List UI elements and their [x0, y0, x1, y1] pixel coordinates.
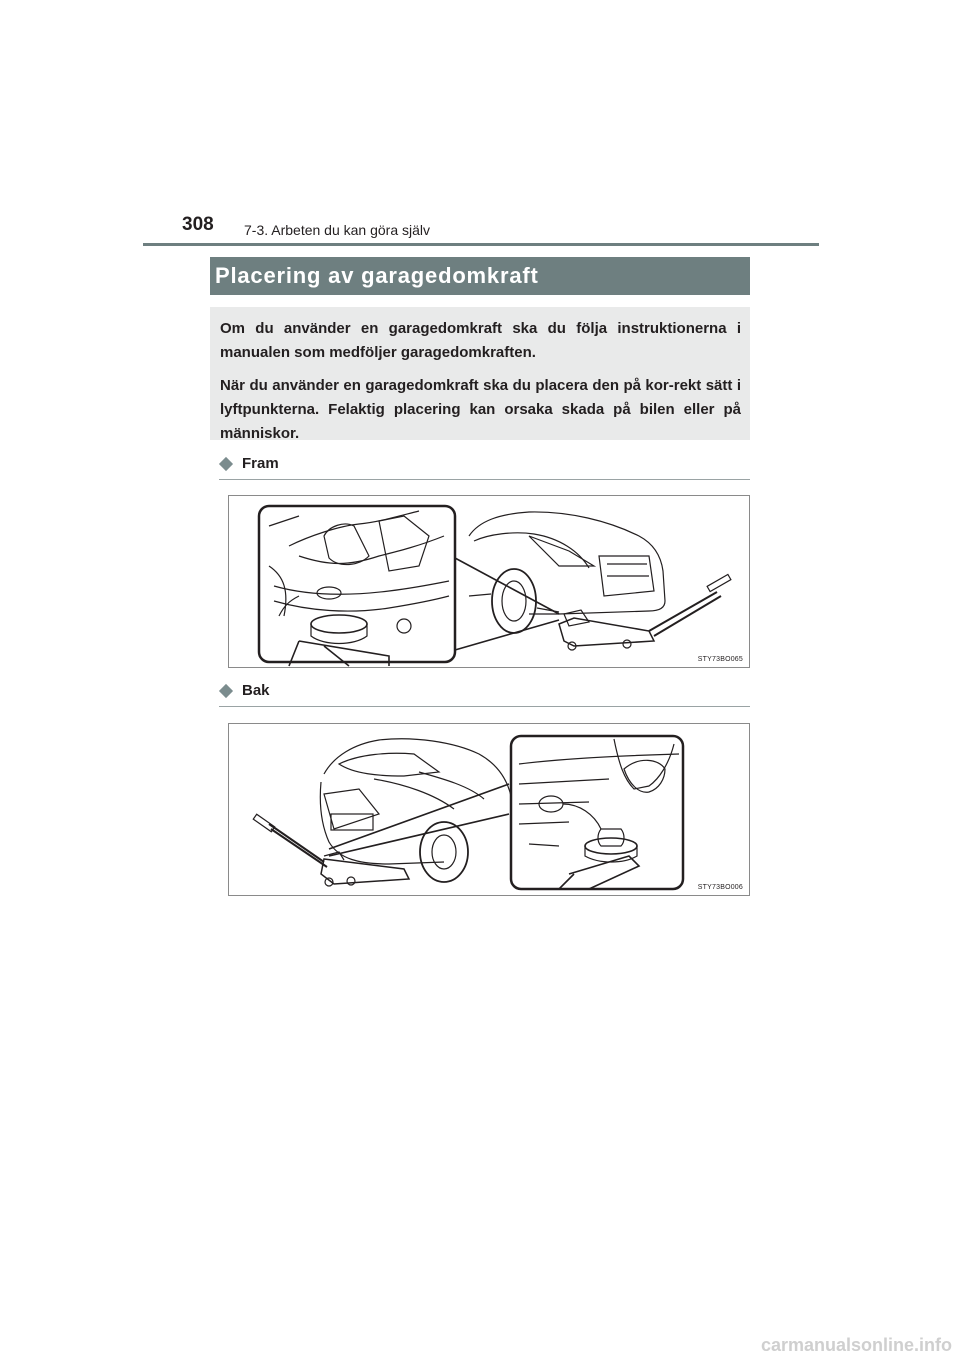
underbody-detail	[269, 511, 444, 564]
page-title: Placering av garagedomkraft	[215, 263, 539, 288]
subheading-bak	[219, 683, 750, 707]
car-outline	[469, 512, 665, 614]
subheading-label: Bak	[242, 682, 270, 699]
front-jack-illustration	[229, 496, 749, 667]
page-number: 308	[182, 214, 214, 235]
title-bar	[210, 257, 750, 295]
front-inset-frame	[259, 506, 455, 662]
figure-code: STY73BO006	[697, 884, 743, 891]
intro-paragraph-1: Om du använder en garagedomkraft ska du följa instruktionerna i manualen som medföljer garagedomkraften.	[220, 320, 741, 361]
intro-paragraph-2: När du använder en garagedomkraft ska du placera den på kor-rekt sätt i lyftpunkterna. Felaktig placering kan orsaka skada på bilen eller på människor.	[220, 377, 741, 442]
diamond-icon	[219, 684, 233, 698]
rear-jack-illustration	[229, 724, 749, 895]
callout-line	[455, 558, 559, 614]
section-title: 7-3. Arbeten du kan göra själv	[244, 222, 431, 238]
jack-handle	[649, 592, 717, 631]
figure-code: STY73BO065	[697, 656, 743, 663]
callout-line	[455, 620, 559, 650]
subheading-fram	[219, 456, 750, 480]
intro-box	[210, 307, 750, 440]
watermark: carmanualsonline.info	[760, 1335, 952, 1355]
figure-front-jack	[228, 495, 750, 668]
figure-rear-jack	[228, 723, 750, 896]
diamond-icon	[219, 457, 233, 471]
front-wheel	[492, 569, 536, 633]
rear-wheel	[420, 822, 468, 882]
car-outline	[324, 739, 511, 796]
header-rule	[143, 243, 819, 246]
callout-line	[329, 784, 509, 849]
jack-saddle	[311, 615, 367, 633]
callout-line	[329, 814, 509, 856]
subheading-label: Fram	[242, 455, 279, 472]
jack-handle	[269, 824, 324, 862]
